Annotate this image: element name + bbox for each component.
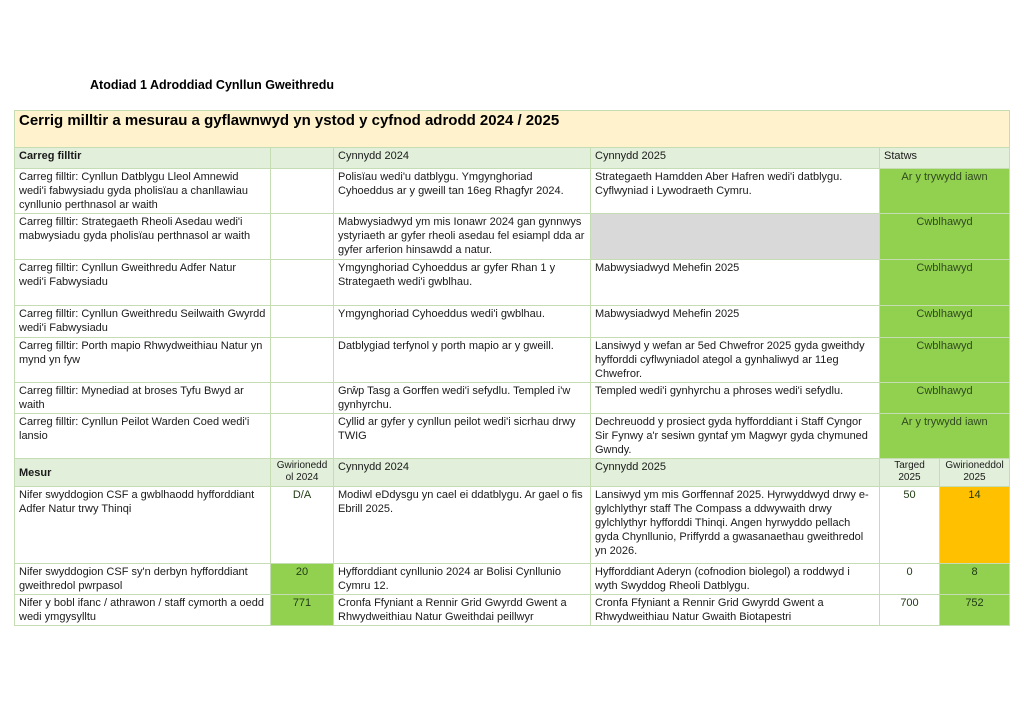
measure-target-2025: 700 — [880, 595, 940, 626]
milestone-progress-2025: Dechreuodd y prosiect gyda hyfforddiant i Staff Cyngor Sir Fynwy a'r sesiwn gyntaf ym Magwyr gyda chymuned Gwndy. — [591, 414, 880, 459]
milestone-row — [15, 414, 1010, 459]
measure-name: Nifer swyddogion CSF a gwblhaodd hyfforddiant Adfer Natur trwy Thinqi — [15, 487, 271, 564]
measure-progress-2025: Hyfforddiant Aderyn (cofnodion biolegol) a roddwyd i wyth Swyddog Rheoli Datblygu. — [591, 564, 880, 595]
status-badge: Ar y trywydd iawn — [880, 414, 1010, 459]
measure-target-2025: 50 — [880, 487, 940, 564]
milestone-progress-2024: Datblygiad terfynol y porth mapio ar y gweill. — [334, 338, 591, 383]
milestone-name: Carreg filltir: Cynllun Peilot Warden Coed wedi'i lansio — [15, 414, 271, 459]
measure-row — [15, 595, 1010, 626]
milestone-progress-2025: Mabwysiadwyd Mehefin 2025 — [591, 260, 880, 306]
measure-actual-2025: 14 — [940, 487, 1010, 564]
milestone-name: Carreg filltir: Strategaeth Rheoli Asedau wedi'i mabwysiadu gyda pholisïau perthnasol ar waith — [15, 214, 271, 260]
milestone-row — [15, 260, 1010, 306]
milestone-name: Carreg filltir: Mynediad at broses Tyfu Bwyd ar waith — [15, 383, 271, 414]
measure-progress-2025: Cronfa Ffyniant a Rennir Grid Gwyrdd Gwent a Rhwydweithiau Natur Gwaith Biotapestri — [591, 595, 880, 626]
measure-actual-2024: 771 — [271, 595, 334, 626]
measure-progress-2024: Cronfa Ffyniant a Rennir Grid Gwyrdd Gwent a Rhwydweithiau Natur Gweithdai peillwyr — [334, 595, 591, 626]
milestone-progress-2025: Templed wedi'i gynhyrchu a phroses wedi'i sefydlu. — [591, 383, 880, 414]
col-header-cynnydd-2024: Cynnydd 2024 — [334, 459, 591, 487]
milestone-progress-2025 — [591, 214, 880, 260]
milestone-name: Carreg filltir: Cynllun Gweithredu Adfer Natur wedi'i Fabwysiadu — [15, 260, 271, 306]
milestone-row — [15, 338, 1010, 383]
measure-actual-2024: 20 — [271, 564, 334, 595]
milestone-spacer-cell — [271, 306, 334, 338]
milestone-progress-2024: Cyllid ar gyfer y cynllun peilot wedi'i sicrhau drwy TWIG — [334, 414, 591, 459]
status-badge: Cwblhawyd — [880, 306, 1010, 338]
action-plan-report-table — [14, 110, 1010, 626]
milestone-progress-2025: Strategaeth Hamdden Aber Hafren wedi'i datblygu. Cyflwyniad i Lywodraeth Cymru. — [591, 169, 880, 214]
milestone-progress-2024: Ymgynghoriad Cyhoeddus wedi'i gwblhau. — [334, 306, 591, 338]
milestone-name: Carreg filltir: Cynllun Datblygu Lleol Amnewid wedi'i fabwysiadu gyda pholisïau a chanllawiau cynllunio perthnasol ar waith — [15, 169, 271, 214]
status-badge: Cwblhawyd — [880, 260, 1010, 306]
milestone-row — [15, 306, 1010, 338]
milestone-spacer-cell — [271, 169, 334, 214]
status-badge: Ar y trywydd iawn — [880, 169, 1010, 214]
milestone-spacer-cell — [271, 260, 334, 306]
col-header-gwirioneddol-2025: Gwirioneddol 2025 — [940, 459, 1010, 487]
milestone-spacer-cell — [271, 414, 334, 459]
milestone-row — [15, 169, 1010, 214]
milestone-name: Carreg filltir: Porth mapio Rhwydweithiau Natur yn mynd yn fyw — [15, 338, 271, 383]
col-header-mesur: Mesur — [15, 459, 271, 487]
measure-progress-2024: Modiwl eDdysgu yn cael ei ddatblygu. Ar gael o fis Ebrill 2025. — [334, 487, 591, 564]
milestone-progress-2025: Lansiwyd y wefan ar 5ed Chwefror 2025 gyda gweithdy hyfforddi cyflwyniadol ategol a gynhaliwyd ar 11eg Chwefror. — [591, 338, 880, 383]
status-badge: Cwblhawyd — [880, 338, 1010, 383]
milestone-spacer-cell — [271, 214, 334, 260]
measure-name: Nifer y bobl ifanc / athrawon / staff cymorth a oedd wedi ymgysylltu — [15, 595, 271, 626]
status-badge: Cwblhawyd — [880, 214, 1010, 260]
col-header-cynnydd-2025: Cynnydd 2025 — [591, 148, 880, 169]
measure-row — [15, 487, 1010, 564]
measure-actual-2024: D/A — [271, 487, 334, 564]
milestone-spacer-cell — [271, 338, 334, 383]
measure-progress-2024: Hyfforddiant cynllunio 2024 ar Bolisi Cynllunio Cymru 12. — [334, 564, 591, 595]
milestone-progress-2025: Mabwysiadwyd Mehefin 2025 — [591, 306, 880, 338]
measure-header-row — [15, 459, 1010, 487]
milestone-row — [15, 383, 1010, 414]
col-header-spacer — [271, 148, 334, 169]
measure-target-2025: 0 — [880, 564, 940, 595]
table-banner-title: Cerrig milltir a mesurau a gyflawnwyd yn ystod y cyfnod adrodd 2024 / 2025 — [15, 111, 1010, 148]
milestone-progress-2024: Mabwysiadwyd ym mis Ionawr 2024 gan gynnwys ystyriaeth ar gyfer rheoli asedau fel esiampl dda ar gyfer arferion hinsawdd a natur. — [334, 214, 591, 260]
page-title: Atodiad 1 Adroddiad Cynllun Gweithredu — [90, 78, 334, 92]
measure-actual-2025: 8 — [940, 564, 1010, 595]
col-header-gwirioneddol-2024: Gwirioneddol 2024 — [271, 459, 334, 487]
banner-row — [15, 111, 1010, 148]
col-header-carreg-filltir: Carreg filltir — [15, 148, 271, 169]
col-header-cynnydd-2024: Cynnydd 2024 — [334, 148, 591, 169]
measure-row — [15, 564, 1010, 595]
milestone-progress-2024: Polisïau wedi'u datblygu. Ymgynghoriad Cyhoeddus ar y gweill tan 16eg Rhagfyr 2024. — [334, 169, 591, 214]
milestone-progress-2024: Grŵp Tasg a Gorffen wedi'i sefydlu. Templed i'w gynhyrchu. — [334, 383, 591, 414]
measure-name: Nifer swyddogion CSF sy'n derbyn hyfforddiant gweithredol pwrpasol — [15, 564, 271, 595]
milestone-header-row — [15, 148, 1010, 169]
measure-actual-2025: 752 — [940, 595, 1010, 626]
col-header-statws: Statws — [880, 148, 1010, 169]
col-header-cynnydd-2025: Cynnydd 2025 — [591, 459, 880, 487]
milestone-row — [15, 214, 1010, 260]
status-badge: Cwblhawyd — [880, 383, 1010, 414]
milestone-progress-2024: Ymgynghoriad Cyhoeddus ar gyfer Rhan 1 y Strategaeth wedi'i gwblhau. — [334, 260, 591, 306]
col-header-targed-2025: Targed 2025 — [880, 459, 940, 487]
measure-progress-2025: Lansiwyd ym mis Gorffennaf 2025. Hyrwyddwyd drwy e-gylchlythyr staff The Compass a ddwywaith drwy gylchlythyr hyfforddi Thinqi. Angen hyrwyddo pellach gyda Chynllunio, Priffyrdd a gwasanaethau gweithredol yn 2026. — [591, 487, 880, 564]
milestone-name: Carreg filltir: Cynllun Gweithredu Seilwaith Gwyrdd wedi'i Fabwysiadu — [15, 306, 271, 338]
milestone-spacer-cell — [271, 383, 334, 414]
